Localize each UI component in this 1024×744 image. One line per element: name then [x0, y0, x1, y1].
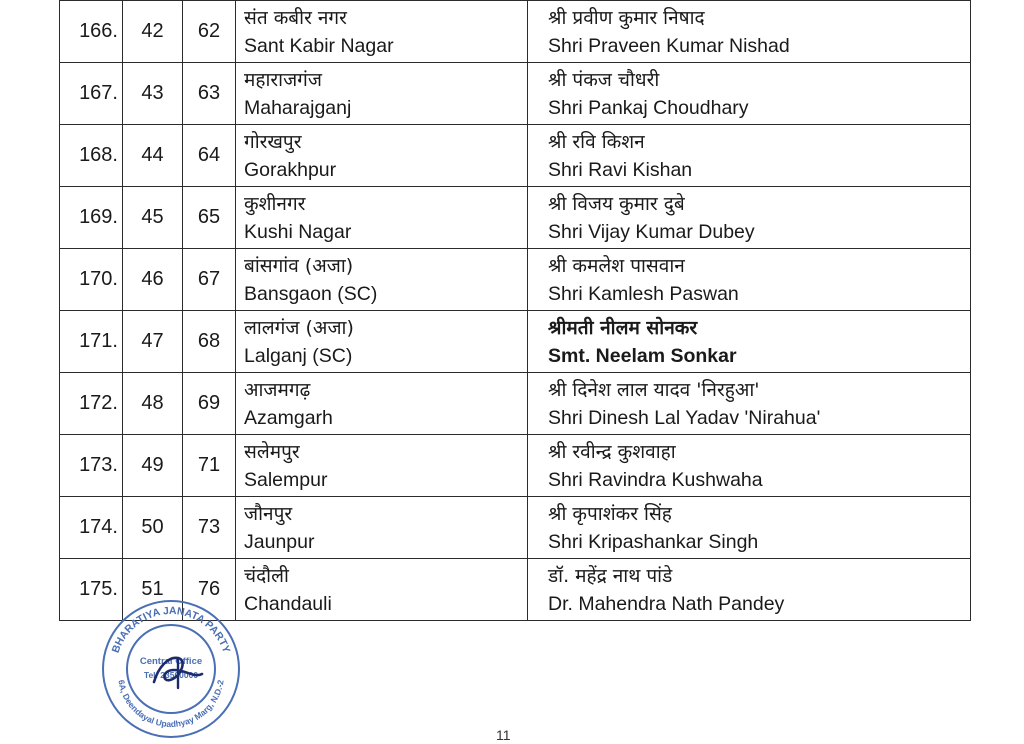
constituency-name-english: Kushi Nagar: [244, 220, 352, 243]
candidate-name-english: Shri Kamlesh Paswan: [548, 282, 739, 305]
constituency-number: 68: [183, 311, 236, 373]
constituency-name-english: Azamgarh: [244, 406, 333, 429]
constituency-cell: [236, 125, 528, 187]
table-row: [60, 125, 971, 187]
constituency-name-english: Salempur: [244, 468, 328, 491]
candidate-cell: [528, 249, 971, 311]
table-row: [60, 249, 971, 311]
serial-number: 172.: [60, 373, 123, 435]
candidate-cell: [528, 497, 971, 559]
candidate-cell: [528, 63, 971, 125]
state-serial-number: 48: [123, 373, 183, 435]
candidate-name-english: Shri Praveen Kumar Nishad: [548, 34, 790, 57]
constituency-name-hindi: संत कबीर नगर: [244, 6, 347, 29]
serial-number: 173.: [60, 435, 123, 497]
state-serial-number: 49: [123, 435, 183, 497]
constituency-name-hindi: कुशीनगर: [244, 192, 306, 215]
constituency-number: 62: [183, 1, 236, 63]
candidate-cell: [528, 1, 971, 63]
constituency-name-english: Lalganj (SC): [244, 344, 353, 367]
constituency-name-hindi: जौनपुर: [244, 502, 293, 525]
constituency-number: 71: [183, 435, 236, 497]
serial-number: 170.: [60, 249, 123, 311]
serial-number: 167.: [60, 63, 123, 125]
state-serial-number: 51: [123, 559, 183, 621]
constituency-number: 67: [183, 249, 236, 311]
constituency-number: 76: [183, 559, 236, 621]
constituency-number: 73: [183, 497, 236, 559]
candidate-name-english: Shri Kripashankar Singh: [548, 530, 759, 553]
candidate-name-hindi: श्री दिनेश लाल यादव 'निरहुआ': [548, 378, 760, 401]
state-serial-number: 46: [123, 249, 183, 311]
svg-text:Central Office: Central Office: [139, 656, 203, 667]
table-row: [60, 63, 971, 125]
constituency-name-hindi: गोरखपुर: [244, 130, 302, 153]
candidate-cell: [528, 311, 971, 373]
constituency-name-english: Sant Kabir Nagar: [244, 34, 394, 57]
candidate-name-hindi: श्री पंकज चौधरी: [548, 68, 660, 91]
constituency-cell: [236, 497, 528, 559]
svg-text:BHARATIYA JANATA PARTY: BHARATIYA JANATA PARTY: [109, 604, 233, 655]
constituency-name-english: Chandauli: [244, 592, 332, 615]
state-serial-number: 44: [123, 125, 183, 187]
constituency-cell: [236, 373, 528, 435]
constituency-name-hindi: आजमगढ़: [244, 378, 311, 401]
constituency-number: 69: [183, 373, 236, 435]
svg-text:Tel. 23500000: Tel. 23500000: [143, 670, 199, 680]
candidate-name-english: Shri Ravi Kishan: [548, 158, 693, 181]
candidate-cell: [528, 373, 971, 435]
serial-number: 168.: [60, 125, 123, 187]
constituency-name-english: Maharajganj: [244, 96, 352, 119]
svg-text:6A, Deendayal Upadhyay Marg, N: 6A, Deendayal Upadhyay Marg, N.D.-2: [116, 679, 226, 730]
candidate-cell: [528, 187, 971, 249]
candidate-cell: [528, 125, 971, 187]
table-row: [60, 373, 971, 435]
candidate-table: [59, 0, 971, 621]
state-serial-number: 50: [123, 497, 183, 559]
constituency-name-hindi: बांसगांव (अजा): [244, 254, 354, 277]
constituency-number: 63: [183, 63, 236, 125]
constituency-name-hindi: महाराजगंज: [244, 68, 322, 91]
candidate-name-english: Shri Dinesh Lal Yadav 'Nirahua': [548, 406, 821, 429]
candidate-name-english: Shri Ravindra Kushwaha: [548, 468, 763, 491]
constituency-name-english: Bansgaon (SC): [244, 282, 378, 305]
candidate-name-english: Smt. Neelam Sonkar: [548, 344, 737, 367]
candidate-name-english: Dr. Mahendra Nath Pandey: [548, 592, 785, 615]
candidate-name-hindi: श्रीमती नीलम सोनकर: [548, 316, 698, 339]
constituency-cell: [236, 187, 528, 249]
table-row: [60, 497, 971, 559]
constituency-cell: [236, 1, 528, 63]
state-serial-number: 47: [123, 311, 183, 373]
state-serial-number: 43: [123, 63, 183, 125]
serial-number: 175.: [60, 559, 123, 621]
signature-icon: [148, 648, 208, 696]
candidate-name-hindi: श्री कृपाशंकर सिंह: [548, 502, 672, 525]
page-number: 11: [496, 727, 511, 743]
constituency-name-hindi: सलेमपुर: [244, 440, 300, 463]
state-serial-number: 45: [123, 187, 183, 249]
candidate-name-english: Shri Pankaj Choudhary: [548, 96, 749, 119]
constituency-name-english: Gorakhpur: [244, 158, 337, 181]
constituency-cell: [236, 63, 528, 125]
table-row: [60, 311, 971, 373]
constituency-number: 65: [183, 187, 236, 249]
candidate-name-hindi: डॉ. महेंद्र नाथ पांडे: [548, 564, 673, 587]
candidate-name-hindi: श्री रवीन्द्र कुशवाहा: [548, 440, 676, 463]
table-row: [60, 187, 971, 249]
table-row: [60, 435, 971, 497]
constituency-cell: [236, 249, 528, 311]
serial-number: 169.: [60, 187, 123, 249]
serial-number: 166.: [60, 1, 123, 63]
constituency-cell: [236, 311, 528, 373]
constituency-cell: [236, 435, 528, 497]
candidate-name-english: Shri Vijay Kumar Dubey: [548, 220, 755, 243]
candidate-cell: [528, 559, 971, 621]
constituency-name-hindi: चंदौली: [244, 564, 289, 587]
candidate-name-hindi: श्री विजय कुमार दुबे: [548, 192, 685, 215]
constituency-cell: [236, 559, 528, 621]
candidate-name-hindi: श्री कमलेश पासवान: [548, 254, 685, 277]
state-serial-number: 42: [123, 1, 183, 63]
serial-number: 174.: [60, 497, 123, 559]
constituency-number: 64: [183, 125, 236, 187]
table-row: [60, 1, 971, 63]
candidate-name-hindi: श्री रवि किशन: [548, 130, 645, 153]
candidate-name-hindi: श्री प्रवीण कुमार निषाद: [548, 6, 705, 29]
constituency-name-hindi: लालगंज (अजा): [244, 316, 354, 339]
candidate-cell: [528, 435, 971, 497]
serial-number: 171.: [60, 311, 123, 373]
constituency-name-english: Jaunpur: [244, 530, 315, 553]
